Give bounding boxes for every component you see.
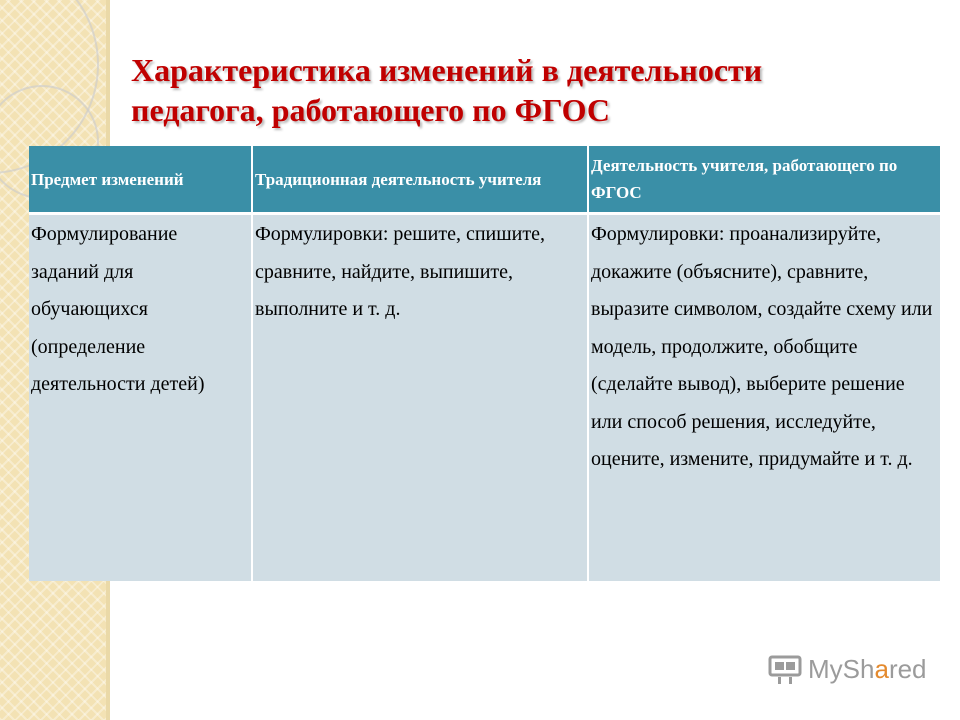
table-header-row: [29, 146, 940, 214]
slide-title-line-1: Характеристика изменений в деятельности: [131, 52, 763, 88]
table-row: [29, 214, 940, 582]
cell-fgos-activity: Формулировки: проанализируйте, докажите (объясните), сравните, выразите символом, создайте схему или модель, продолжите, обобщите (сделайте вывод), выберите решение или способ решения, исследуйте, оцените, измените, придумайте и т. д.: [588, 214, 940, 582]
comparison-table: [29, 146, 940, 581]
watermark-text: MyShared: [808, 654, 927, 684]
slides-icon: [768, 655, 802, 685]
header-subject-of-change: Предмет изменений: [29, 146, 252, 214]
myshared-watermark: [768, 654, 927, 685]
header-traditional-activity: Традиционная деятельность учителя: [252, 146, 588, 214]
header-fgos-activity: Деятельность учителя, работающего по ФГОС: [588, 146, 940, 214]
slide-title-line-2: педагога, работающего по ФГОС: [131, 92, 611, 128]
cell-traditional-activity: Формулировки: решите, спишите, сравните, найдите, выпишите, выполните и т. д.: [252, 214, 588, 582]
slide-title: [131, 50, 931, 130]
cell-subject-of-change: Формулирование заданий для обучающихся (определение деятельности детей): [29, 214, 252, 582]
